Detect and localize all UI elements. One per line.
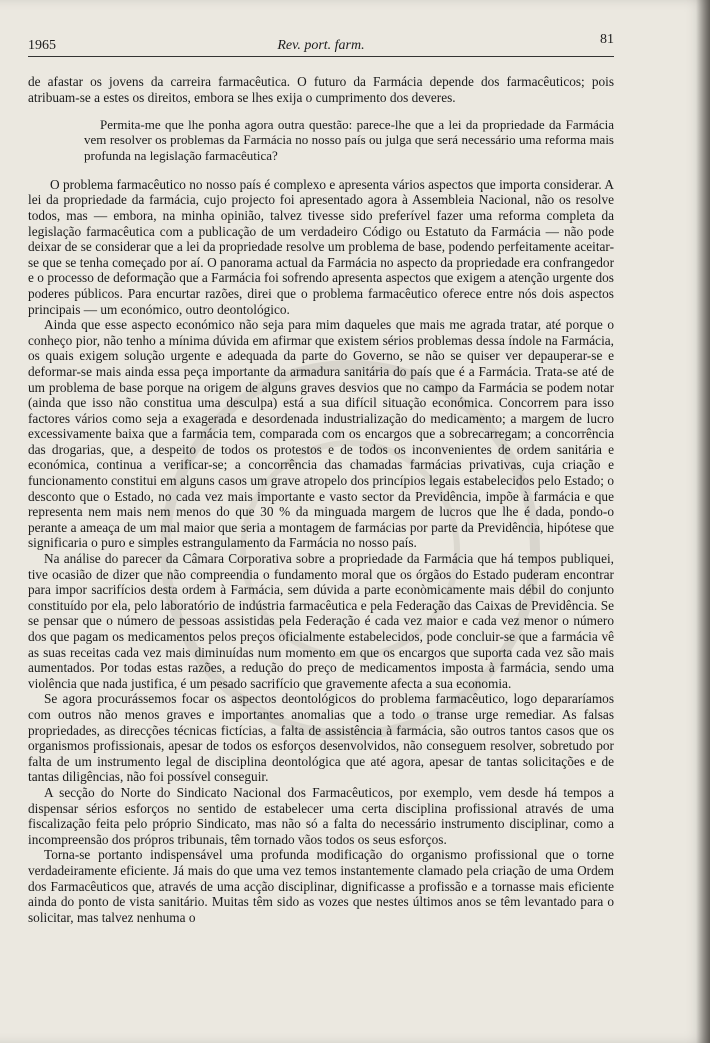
- header-journal-title: Rev. port. farm.: [277, 38, 365, 53]
- paragraph-continuation: de afastar os jovens da carreira farmacêutica. O futuro da Farmácia depende dos farmacêuticos; pois atribuam-se a estes os direitos, embora se lhes exija o cumprimento dos deveres.: [28, 74, 614, 105]
- paragraph-problem: O problema farmacêutico no nosso país é complexo e apresenta vários aspectos que importa considerar. A lei da propriedade da farmácia, cujo projecto foi apresentado agora à Assembleia Nacional, não os resolve todos, mas — embora, na minha opinião, talvez tivesse sido preferível fazer uma reforma completa da legislação farmacêutica com a publicação de um verdadeiro Código ou Estatuto da Farmácia — não pode deixar de se considerar que a lei da propriedade resolve um problema de base, podendo perfeitamente aceitar-se que se tenha começado por aí. O panorama actual da Farmácia no aspecto da propriedade era confrangedor e o processo de deformação que a Farmácia foi sofrendo apresenta aspectos que exigem a atenção urgente dos poderes públicos. Para encurtar razões, direi que o problema farmacêutico oferece entre nós dois aspectos principais — um económico, outro deontológico.: [28, 176, 614, 317]
- interview-question: Permita-me que lhe ponha agora outra questão: parece-lhe que a lei da propriedade da Farmácia vem resolver os problemas da Farmácia no nosso país ou julga que será necessário uma reforma mais profunda na legislação farmacêutica?: [84, 117, 614, 163]
- header-page-number: 81: [600, 32, 614, 47]
- article-body: [28, 74, 614, 925]
- page-spine-shadow: [696, 0, 710, 1043]
- paragraph-syndicate: A secção do Norte do Sindicato Nacional dos Farmacêuticos, por exemplo, vem desde há tempos a dispensar sérios esforços no sentido de estabelecer uma certa disciplina profissional através de uma fiscalização feita pelo próprio Sindicato, mas não só a falta do necessário instrumento disciplinar, como a incompreensão dos própros tribunais, têm tornado vãos todos os seus esforços.: [28, 784, 614, 847]
- paragraph-order: Torna-se portanto indispensável uma profunda modificação do organismo profissional que o torne verdadeiramente eficiente. Já mais do que uma vez temos instantemente clamado pela criação de uma Ordem dos Farmacêuticos que, através de uma acção disciplinar, dignificasse a profissão e a tornasse mais eficiente ainda do ponto de vista sanitário. Muitas têm sido as vozes que nestes últimos anos se têm levantado para o solicitar, mas talvez nenhuma o: [28, 847, 614, 925]
- paragraph-economic: Ainda que esse aspecto económico não seja para mim daqueles que mais me agrada tratar, até porque o conheço pior, não tenho a mínima dúvida em afirmar que existem sérios problemas dessa índole na Farmácia, os quais exigem solução urgente e adequada da parte do Governo, se não se quiser ver depauperar-se e deformar-se mais ainda essa peça importante da armadura sanitária do país que é a Farmácia. Trata-se até de um problema de base porque na origem de alguns graves desvios que no campo da Farmácia se podem notar (ainda que isso não constitua uma desculpa) está a sua difícil situação económica. Concorrem para isso factores vários como seja a exagerada e desordenada industrialização do medicamento; a margem de lucro excessivamente baixa que a farmácia tem, comparada com os encargos que a sobrecarregam; a concorrência das drogarias, que, a despeito de todos os protestos e de todos os inconvenientes de ordem sanitária e económica, continua a verificar-se; a concorrência das chamadas farmácias privativas, cuja criação e funcionamento constitui em alguns casos um grave atropelo dos princípios legais estabelecidos pelo Estado; o desconto que o Estado, no cada vez mais importante e vasto sector da Previdência, impõe à farmácia e que representa nem mais nem menos do que 30 % da minguada margem de lucros que lhe é dada, pondo-o perante a ameaça de um mal maior que seria a montagem de farmácias por parte da Previdência, hipótese que significaria o puro e simples estrangulamento da Farmácia no nosso país.: [28, 317, 614, 551]
- running-header: [28, 30, 614, 57]
- paragraph-corporative-chamber: Na análise do parecer da Câmara Corporativa sobre a propriedade da Farmácia que há tempos publiquei, tive ocasião de dizer que não compreendia o fundamento moral que os órgãos do Estado puderam encontrar para impor sacrifícios desta ordem à Farmácia, sem dúvida a parte econòmicamente mais débil do conjunto constituído por ela, pelo laboratório de indústria farmacêutica e pela Federação das Caixas de Previdência. Se se pensar que o número de pessoas assistidas pela Federação é cada vez maior e cada vez menor o número dos que pagam os medicamentos pelos preços oficialmente estabelecidos, pode concluir-se que a farmácia vê as suas receitas cada vez mais diminuídas num momento em que os encargos que suporta cada vez são mais aumentados. Por todas estas razões, a redução do preço de medicamentos imposta à farmácia, sendo uma violência que nada justifica, é um pesado sacrifício que gravemente afecta a sua economia.: [28, 551, 614, 691]
- paragraph-deontological: Se agora procurássemos focar os aspectos deontológicos do problema farmacêutico, logo depararíamos com outros não menos graves e importantes anomalias que a todo o transe urge remediar. As falsas propriedades, as direcções técnicas fictícias, a falta de assistência à farmácia, são outros tantos casos que os organismos profissionais, apesar de todos os esforços desenvolvidos, não conseguem resolver, sobretudo por falta de um instrumento legal de disciplina deontológica que até agora, apesar de tantas solicitações e de tantas diligências, não foi possível conseguir.: [28, 691, 614, 785]
- header-year: 1965: [28, 38, 56, 53]
